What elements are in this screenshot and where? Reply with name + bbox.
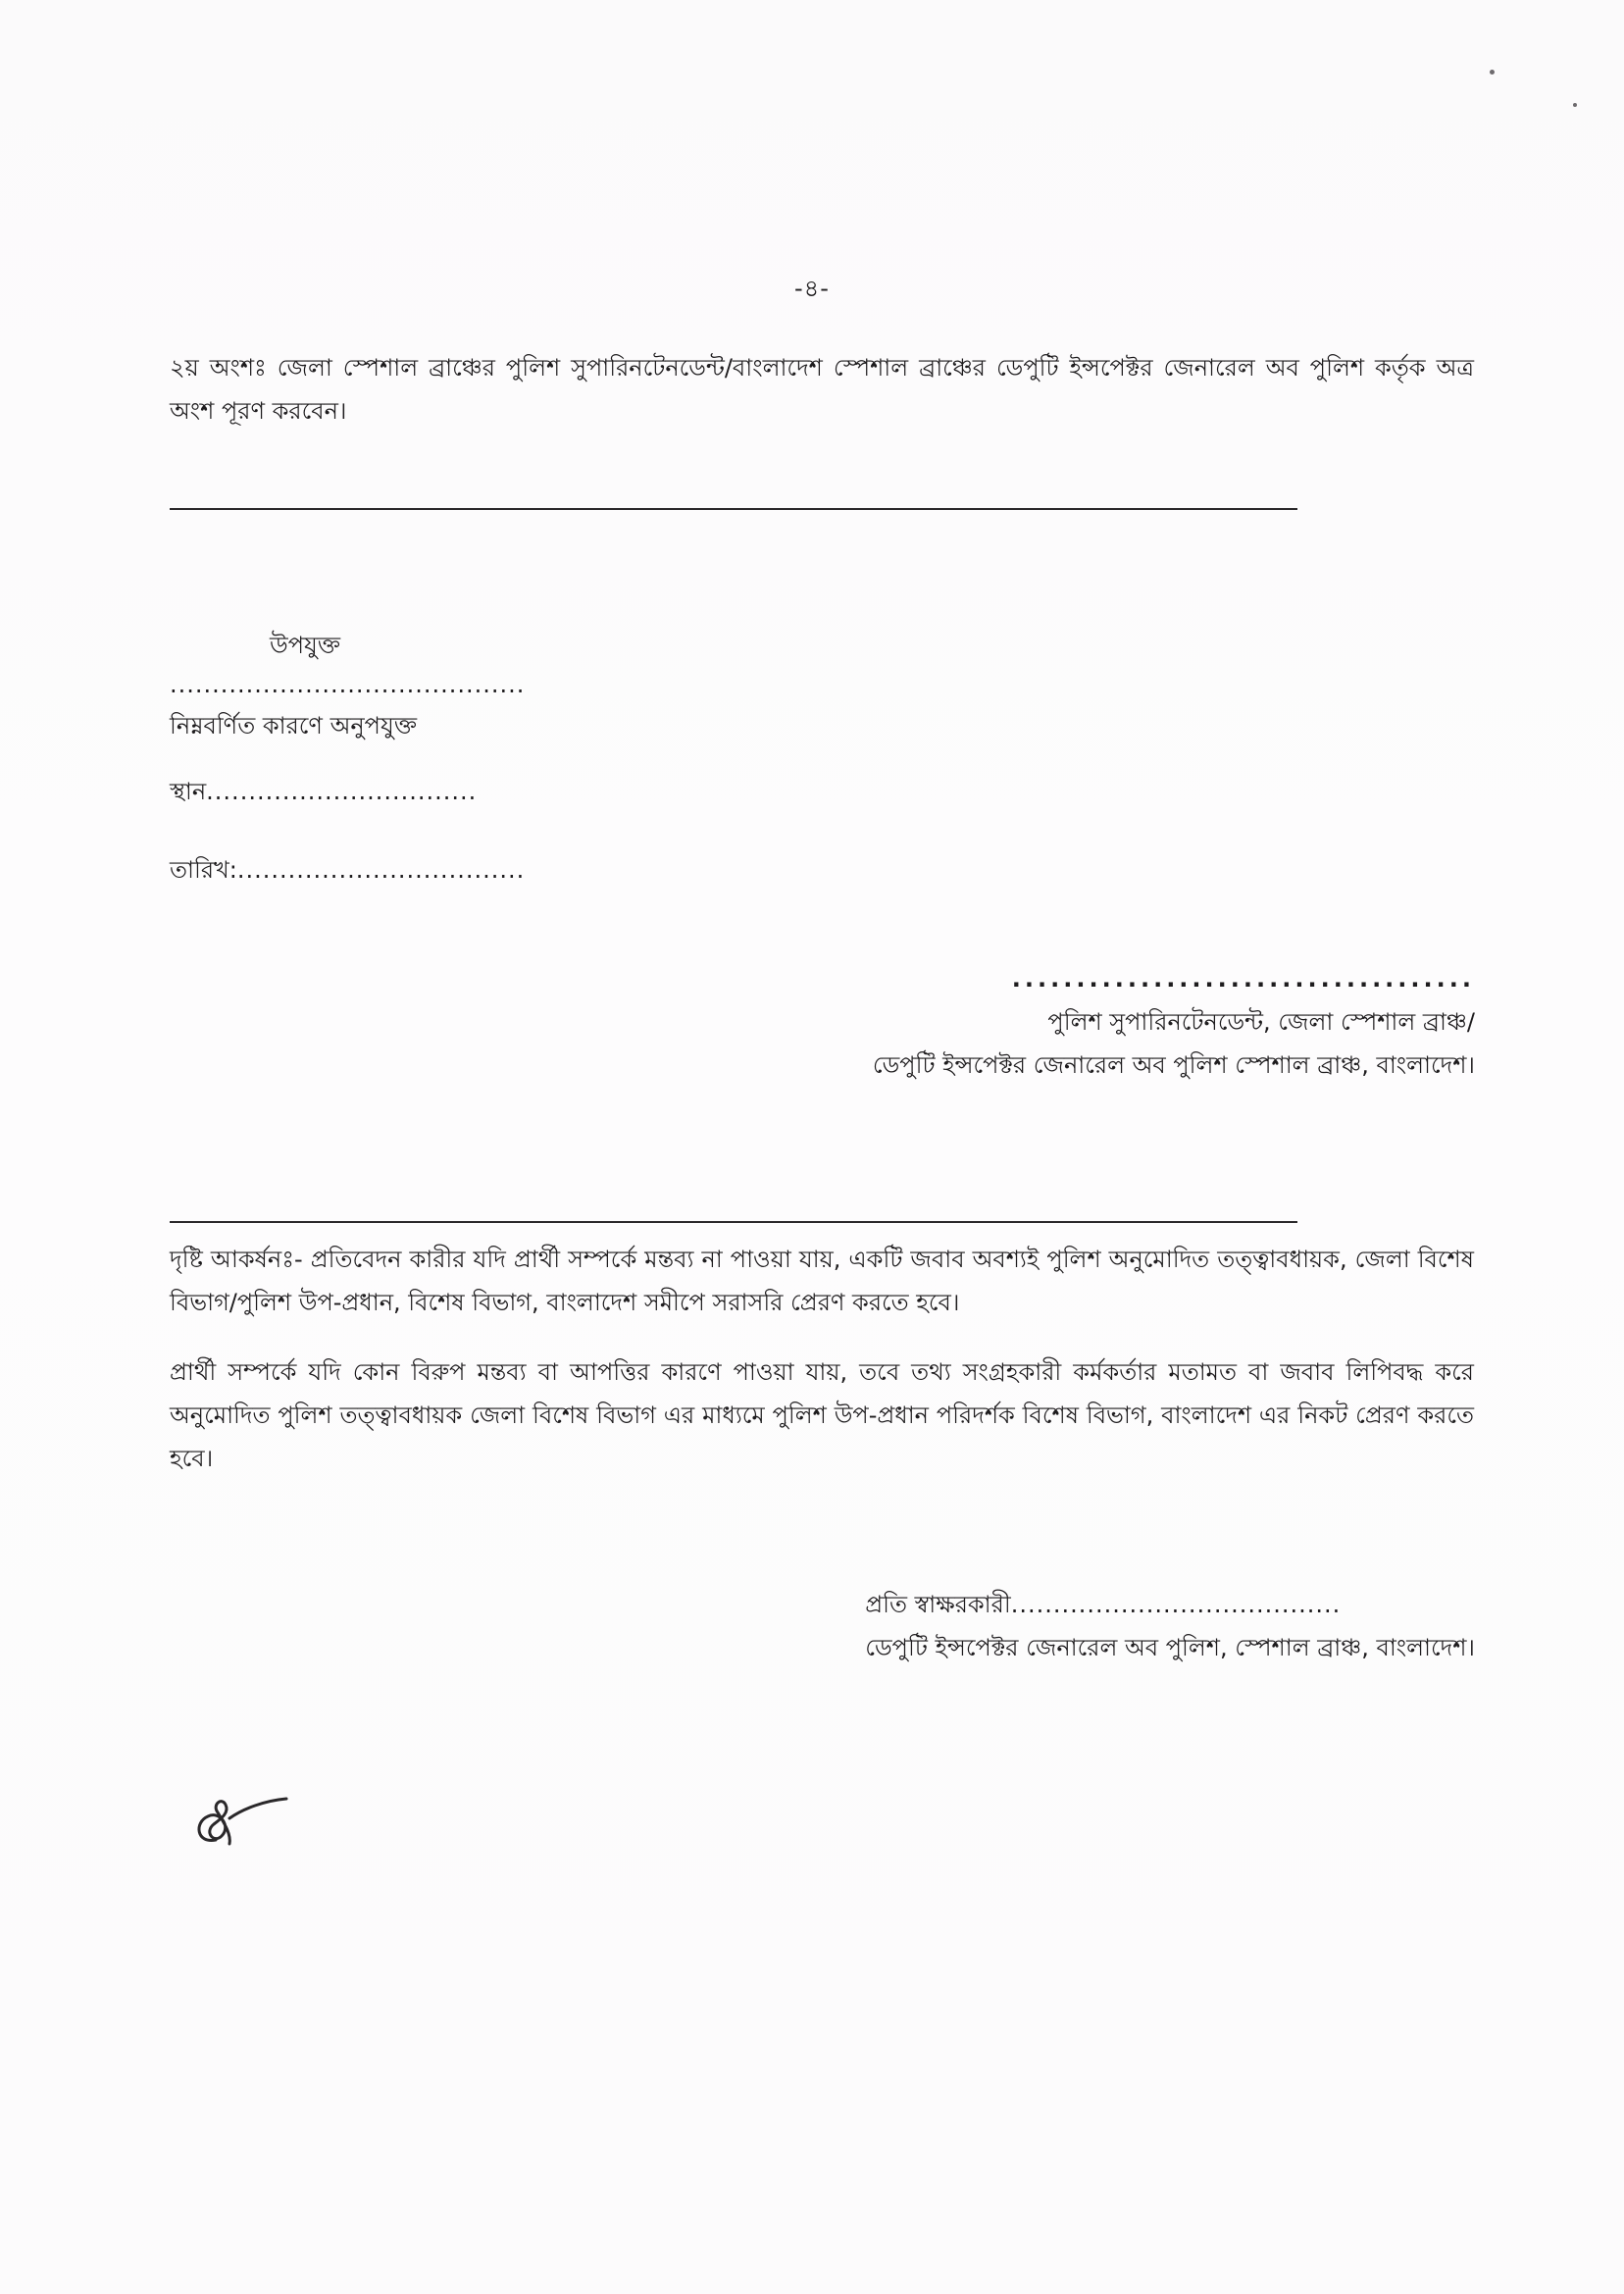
signature-title-line2: ডেপুটি ইন্সপেক্টর জেনারেল অব পুলিশ স্পেশাল ব্রাঞ্চ, বাংলাদেশ। (872, 1051, 1475, 1079)
adverse-remark-note: প্রার্থী সম্পর্কে যদি কোন বিরুপ মন্তব্য বা আপত্তির কারণে পাওয়া যায়, তবে তথ্য সংগ্রহকারী কর্মকর্তার মতামত বা জবাব লিপিবদ্ধ করে অনুমোদিত পুলিশ তত্ত্বাবধায়ক জেলা বিশেষ বিভাগ এর মাধ্যমে পুলিশ উপ-প্রধান পরিদর্শক বিশেষ বিভাগ, বাংলাদেশ এর নিকট প্রেরণ করতে হবে। (170, 1358, 1474, 1472)
countersign-line1 (865, 1583, 1475, 1626)
countersign-title: ডেপুটি ইন্সপেক্টর জেনারেল অব পুলিশ, স্পেশাল ব্রাঞ্চ, বাংলাদেশ। (865, 1634, 1475, 1661)
attention-note: দৃষ্টি আকর্ষনঃ- প্রতিবেদন কারীর যদি প্রার্থী সম্পর্কে মন্তব্য না পাওয়া যায়, একটি জবাব অবশ্যই পুলিশ অনুমোদিত তত্ত্বাবধায়ক, জেলা বিশেষ বিভাগ/পুলিশ উপ-প্রধান, বিশেষ বিভাগ, বাংলাদেশ সমীপে সরাসরি প্রেরণ করতে হবে। (170, 1246, 1474, 1316)
scan-speck (1490, 70, 1495, 75)
countersign-dotted-line: ....................................... (1010, 1591, 1342, 1618)
date-label: তারিখ: (170, 856, 237, 884)
unsuitable-label: নিম্নবর্ণিত কারণে অনুপযুক্ত (170, 712, 418, 739)
signature-title-line1: পুলিশ সুপারিনটেনডেন্ট, জেলা স্পেশাল ব্রাঞ্চ/ (1047, 1008, 1475, 1036)
page-number: -৪- (794, 275, 830, 302)
initial-stroke-tail (229, 1799, 286, 1818)
place-dotted-line: ................................ (206, 778, 478, 805)
part2-instruction: ২য় অংশঃ জেলা স্পেশাল ব্রাঞ্চের পুলিশ সুপারিনটেনডেন্ট/বাংলাদেশ স্পেশাল ব্রাঞ্চের ডেপুটি ইন্সপেক্টর জেনারেল অব পুলিশ কর্তৃক অত্র অংশ পূরণ করবেন। (170, 354, 1474, 425)
scan-speck (1573, 103, 1577, 107)
countersign-label: প্রতি স্বাক্ষরকারী (865, 1591, 1011, 1618)
middle-divider (170, 1221, 1297, 1223)
place-label: স্থান (170, 778, 207, 805)
top-divider (170, 508, 1297, 510)
countersign-block (865, 1583, 1475, 1669)
date-dotted-line: .................................. (236, 856, 526, 884)
signature-block-sp (873, 957, 1475, 1087)
signature-dotted-line: .................................... (1011, 965, 1475, 993)
handwritten-initial-signature (186, 1783, 294, 1861)
date-field (170, 852, 525, 892)
suitable-dotted-line: .......................................... (170, 671, 526, 698)
initial-stroke-main (199, 1802, 229, 1844)
place-field (170, 774, 477, 813)
suitable-label: উপযুক্ত (270, 632, 341, 659)
